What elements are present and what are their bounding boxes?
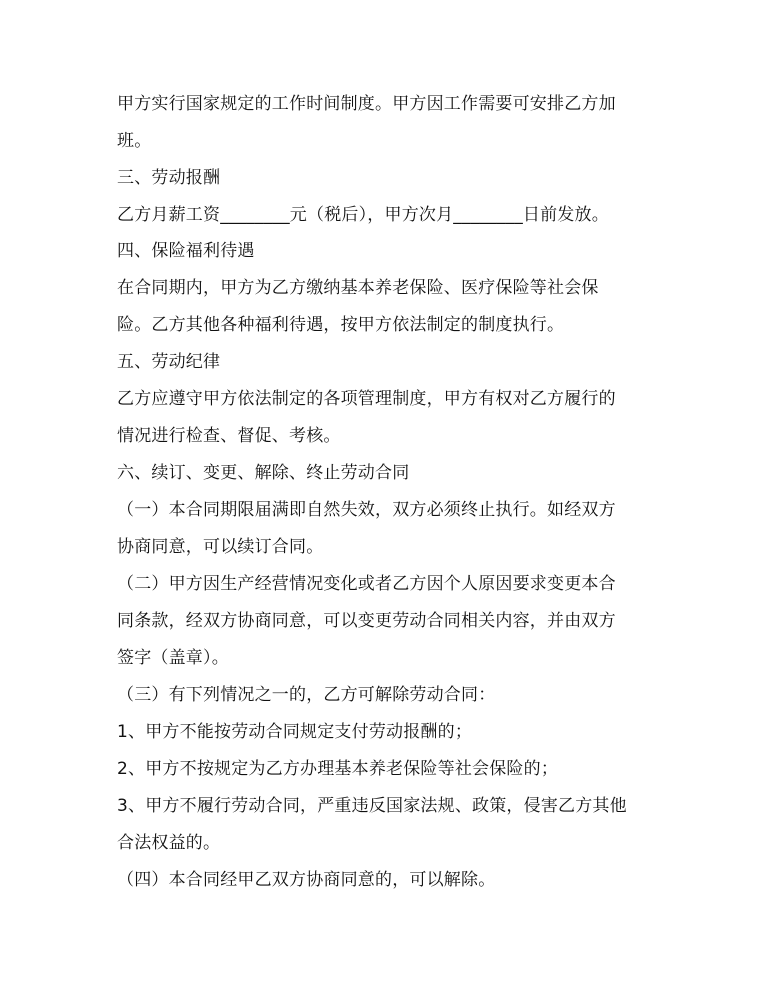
paragraph-line: （三）有下列情况之一的，乙方可解除劳动合同： (117, 685, 496, 705)
section-heading: 五、劳动纪律 (117, 352, 221, 372)
section-heading: 四、保险福利待遇 (117, 241, 255, 261)
list-item: 2、甲方不按规定为乙方办理基本养老保险等社会保险的； (117, 759, 559, 779)
paragraph-line: 在合同期内，甲方为乙方缴纳基本养老保险、医疗保险等社会保 (117, 278, 599, 298)
paragraph-line: 同条款，经双方协商同意，可以变更劳动合同相关内容，并由双方 (117, 611, 616, 631)
paragraph-line: 情况进行检查、督促、考核。 (117, 426, 341, 446)
paragraph-line: （一）本合同期限届满即自然失效，双方必须终止执行。如经双方 (117, 500, 616, 520)
section-heading: 三、劳动报酬 (117, 168, 221, 188)
list-item: 3、甲方不履行劳动合同，严重违反国家法规、政策，侵害乙方其他 (117, 796, 627, 816)
paragraph-line: （四）本合同经甲乙双方协商同意的，可以解除。 (117, 870, 496, 890)
section-heading: 六、续订、变更、解除、终止劳动合同 (117, 463, 410, 483)
paragraph-line: 甲方实行国家规定的工作时间制度。甲方因工作需要可安排乙方加 (117, 94, 616, 114)
list-item: 1、甲方不能按劳动合同规定支付劳动报酬的； (117, 722, 473, 742)
paragraph-line: （二）甲方因生产经营情况变化或者乙方因个人原因要求变更本合 (117, 574, 616, 594)
paragraph-line: 签字（盖章）。 (117, 648, 229, 668)
paragraph-line: 乙方应遵守甲方依法制定的各项管理制度，甲方有权对乙方履行的 (117, 389, 616, 409)
paragraph-line: 乙方月薪工资________元（税后），甲方次月________日前发放。 (117, 205, 609, 225)
paragraph-line: 班。 (117, 131, 152, 151)
paragraph-line: 协商同意，可以续订合同。 (117, 537, 324, 557)
paragraph-line: 险。乙方其他各种福利待遇，按甲方依法制定的制度执行。 (117, 315, 565, 335)
paragraph-line: 合法权益的。 (117, 833, 221, 853)
